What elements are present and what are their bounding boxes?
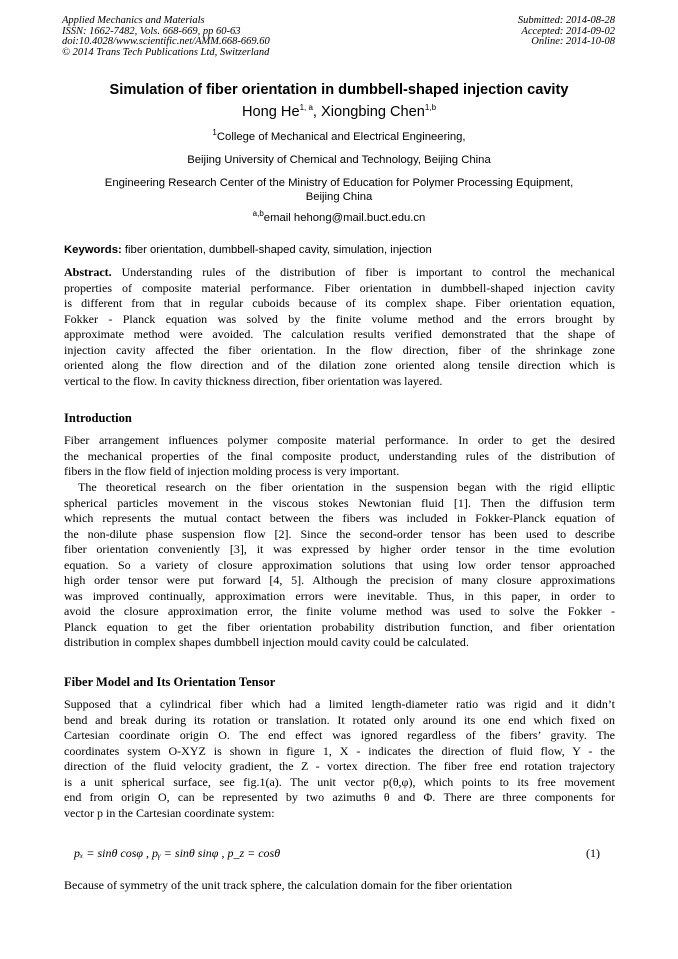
abstract-line: is different from that in regular cuboids because of its complex shape. Fiber orientation equation, bbox=[64, 296, 615, 310]
author-separator: , bbox=[312, 104, 322, 120]
abstract-line: vertical to the flow. In cavity thickness direction, fiber orientation was layered. bbox=[64, 373, 443, 388]
keywords bbox=[64, 244, 620, 256]
affiliation-4: Beijing China bbox=[305, 191, 373, 203]
text-line: vector p in the Cartesian coordinate system: bbox=[64, 805, 275, 820]
abstract-text: Understanding rules of the distribution of fiber is important to control the mechanical bbox=[111, 265, 615, 279]
abstract-line: approximate method were avoided. The calculation results verified demonstrated that the shape of bbox=[64, 327, 615, 341]
introduction-paragraph-2 bbox=[64, 480, 615, 651]
keywords-text: fiber orientation, dumbbell-shaped cavity, simulation, injection bbox=[121, 244, 432, 256]
affiliation-1 bbox=[40, 130, 638, 145]
text-line: the mechanical properties of the final composite product, understanding rules of the distribution of bbox=[64, 448, 615, 463]
text-line: distribution in complex shapes dumbbell injection mould cavity could be calculated. bbox=[64, 635, 469, 649]
author-2-affiliation-mark: 1,b bbox=[424, 103, 437, 113]
equation-number: (1) bbox=[586, 846, 600, 860]
text-line: The theoretical research on the fiber orientation in the suspension began with the rigid elliptic bbox=[78, 480, 615, 494]
email-mark: a,b bbox=[252, 209, 264, 219]
author-1-affiliation-mark: 1, a bbox=[299, 103, 313, 113]
section-heading-introduction: Introduction bbox=[64, 411, 132, 425]
text-line: bend and break during its rotation or translation. It rotated only around its one end which fixed on bbox=[64, 712, 615, 727]
text-line: high order tensor were put forward [4, 5]. Although the precision of many closure approximations bbox=[64, 573, 615, 587]
affiliation-college: College of Mechanical and Electrical Engineering, bbox=[216, 131, 466, 143]
text-line: Fiber arrangement influences polymer composite material performance. In order to get the desired bbox=[64, 433, 615, 447]
online-date: Online: 2014-10-08 bbox=[531, 36, 615, 47]
section-heading-fiber-model: Fiber Model and Its Orientation Tensor bbox=[64, 675, 276, 689]
text-line: end from origin O, can be represented by two azimuths θ and Φ. There are three components for bbox=[64, 790, 615, 804]
text-line: the non-dilute phase suspension flow [2]. Since the second-order tensor has been used to describe bbox=[64, 526, 615, 541]
abstract-line: properties of composite material performance. Fiber orientation in dumbbell-shaped injection cavity bbox=[64, 280, 615, 295]
author-2: Xiongbing Chen bbox=[321, 104, 425, 120]
affiliation-3: Engineering Research Center of the Ministry of Education for Polymer Processing Equipment, bbox=[104, 177, 574, 189]
abstract-label: Abstract. bbox=[64, 265, 112, 279]
email-line bbox=[40, 211, 638, 226]
text-line: avoid the closure approximation error, the finite volume method was used to solve the Fokker - bbox=[64, 604, 615, 618]
text-line: spherical particles movement in the viscous stokes Newtonian fluid [1]. Then the diffusion term bbox=[64, 495, 615, 510]
text-line: equation. So a variety of closure approximation solutions that using low order tensor approached bbox=[64, 557, 615, 572]
author-line bbox=[0, 104, 678, 120]
text-line: is a unit spherical surface, see fig.1(a). The unit vector p(θ,φ), which points to its free movement bbox=[64, 774, 615, 789]
text-line: which represents the mutual contact between the fibers was included in Fokker-Planck equation of bbox=[64, 511, 615, 525]
affiliation-2: Beijing University of Chemical and Technology, Beijing China bbox=[187, 154, 491, 166]
text-line: Supposed that a cylindrical fiber which had a limited length-diameter ratio was rigid and it didn’t bbox=[64, 697, 615, 711]
abstract-line: oriented along the flow direction and of the dilation zone oriented along tensile direction which is bbox=[64, 358, 615, 372]
copyright-line: © 2014 Trans Tech Publications Ltd, Switzerland bbox=[62, 46, 270, 58]
affiliation-mark: 1 bbox=[212, 128, 217, 138]
doi-line: doi:10.4028/www.scientific.net/AMM.668-669.60 bbox=[62, 36, 270, 47]
submission-dates bbox=[518, 16, 615, 48]
author-1: Hong He bbox=[241, 104, 300, 120]
paper-title: Simulation of fiber orientation in dumbbell-shaped injection cavity bbox=[109, 82, 569, 98]
email-address: email hehong@mail.buct.edu.cn bbox=[263, 212, 426, 224]
text-line: fibers in the flow field of injection molding process is very important. bbox=[64, 464, 400, 478]
abstract bbox=[64, 265, 615, 389]
text-line: Planck equation to get the fiber orientation probability distribution function, and fiber orientation bbox=[64, 619, 615, 634]
fiber-model-paragraph bbox=[64, 697, 615, 821]
text-line: Because of symmetry of the unit track sphere, the calculation domain for the fiber orientation bbox=[64, 878, 513, 892]
text-line: direction of the fluid velocity gradient, the Z - vortex direction. The fiber free end rotation trajectory bbox=[64, 759, 615, 773]
keywords-label: Keywords: bbox=[64, 244, 122, 256]
accepted-date: Accepted: 2014-09-02 bbox=[521, 25, 615, 37]
continuation-paragraph bbox=[64, 878, 615, 894]
text-line: fiber orientation conveniently [3], it was expressed by higher order tensor in the time evolution bbox=[64, 542, 615, 556]
text-line: Cartesian coordinate origin O. The end effect was ignored regardless of the fibers’ gravity. The bbox=[64, 728, 615, 742]
text-line: was improved continually, approximation errors were inevitable. Thus, in this paper, in order to bbox=[64, 588, 615, 603]
equation-1: pₓ = sinθ cosφ , pᵧ = sinθ sinφ , p_z = cosθ bbox=[74, 846, 281, 860]
journal-info bbox=[62, 16, 270, 58]
abstract-line: Fokker - Planck equation was solved by the finite volume method and the errors brought by bbox=[64, 311, 615, 326]
introduction-paragraph-1 bbox=[64, 433, 615, 480]
text-line: coordinates system O-XYZ is shown in figure 1, X - indicates the direction of fluid flow, Y - the bbox=[64, 743, 615, 758]
submitted-date: Submitted: 2014-08-28 bbox=[517, 15, 615, 26]
abstract-line bbox=[64, 265, 615, 281]
issn-line: ISSN: 1662-7482, Vols. 668-669, pp 60-63 bbox=[62, 25, 241, 37]
journal-name: Applied Mechanics and Materials bbox=[62, 15, 205, 26]
abstract-line: injection cavity affected the fiber orientation. In the flow direction, fiber of the shrinkage zone bbox=[64, 342, 615, 357]
